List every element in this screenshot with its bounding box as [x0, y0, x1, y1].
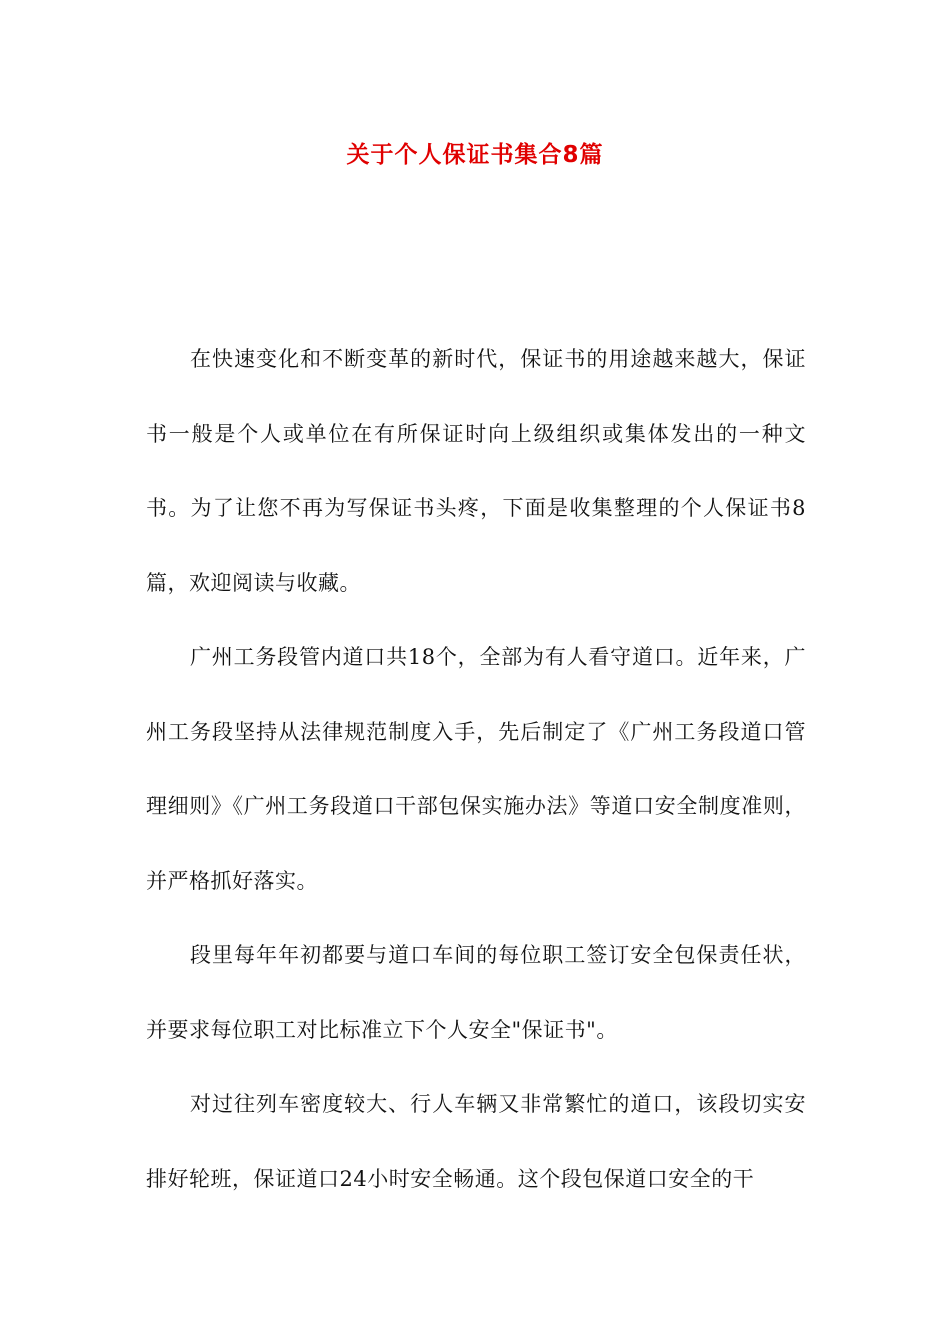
paragraph-responsibility: 段里每年年初都要与道口车间的每位职工签订安全包保责任状，并要求每位职工对比标准立下个人安全"保证书"。 — [146, 943, 806, 1042]
paragraph-shifts: 对过往列车密度较大、行人车辆又非常繁忙的道口，该段切实安排好轮班，保证道口24小时安全畅通。这个段包保道口安全的干 — [146, 1092, 806, 1191]
paragraph-crossings: 广州工务段管内道口共18个，全部为有人看守道口。近年来，广州工务段坚持从法律规范制度入手，先后制定了《广州工务段道口管理细则》《广州工务段道口干部包保实施办法》等道口安全制度准则，并严格抓好落实。 — [146, 645, 806, 893]
document-title: 关于个人保证书集合8篇 — [346, 142, 604, 168]
document-body — [146, 322, 806, 1216]
paragraph-intro: 在快速变化和不断变革的新时代，保证书的用途越来越大，保证书一般是个人或单位在有所保证时向上级组织或集体发出的一种文书。为了让您不再为写保证书头疼，下面是收集整理的个人保证书8篇，欢迎阅读与收藏。 — [146, 347, 806, 595]
